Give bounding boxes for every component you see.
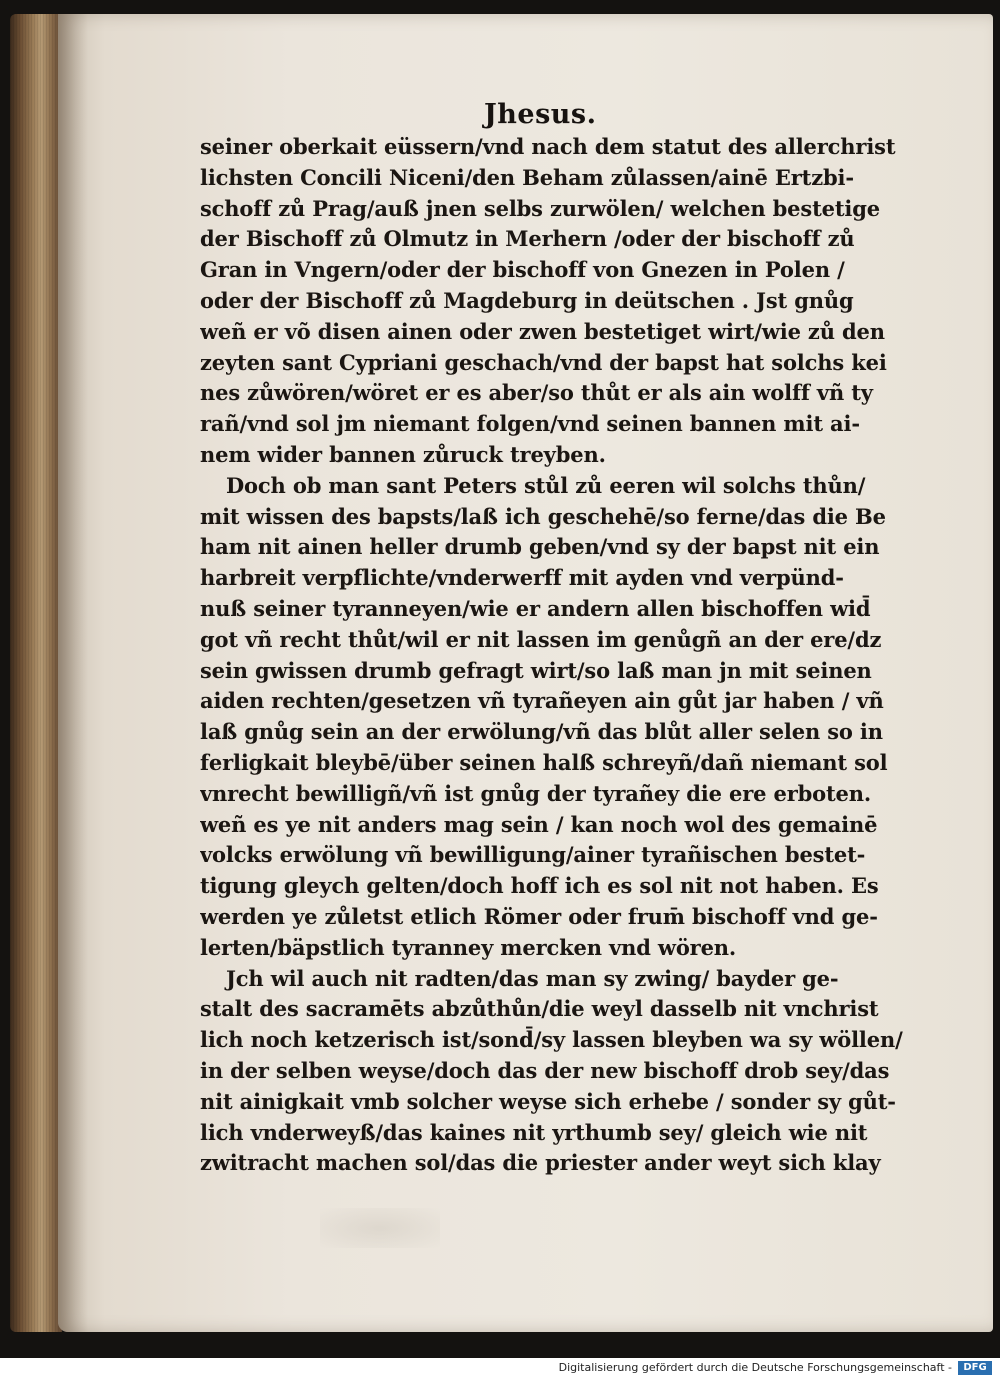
text-line: weñ es ye nit anders mag sein / kan noch wol des gemainē (200, 811, 878, 837)
text-line: Doch ob man sant Peters stůl zů eeren wil solchs thůn/ (226, 472, 866, 498)
text-line: vnrecht bewilligñ/vñ ist gnůg der tyrañey die ere erboten. (200, 780, 872, 806)
dfg-credit: Digitalisierung gefördert durch die Deutsche Forschungsgemeinschaft - (558, 1361, 952, 1374)
text-line: got vñ recht thůt/wil er nit lassen im genůgñ an der ere/dz (200, 626, 882, 652)
text-line: nem wider bannen zůruck treyben. (200, 441, 606, 467)
text-line: laß gnůg sein an der erwölung/vñ das blůt aller selen so in (200, 719, 883, 745)
text-line: sein gwissen drumb gefragt wirt/so laß man jn mit seinen (200, 657, 872, 683)
text-line: schoff zů Prag/auß jnen selbs zurwölen/ welchen bestetige (200, 195, 880, 221)
text-line: ferligkait bleybē/über seinen halß schreyñ/dañ niemant sol (200, 749, 888, 775)
text-line: ham nit ainen heller drumb geben/vnd sy der bapst nit ein (200, 534, 880, 560)
text-line: zeyten sant Cypriani geschach/vnd der bapst hat solchs kei (200, 349, 887, 375)
text-line: aiden rechten/gesetzen vñ tyrañeyen ain gůt jar haben / vñ (200, 688, 884, 714)
text-line: der Bischoff zů Olmutz in Merhern /oder der bischoff zů (200, 226, 855, 252)
text-line: volcks erwölung vñ bewilligung/ainer tyrañischen bestet- (200, 842, 866, 868)
text-line: rañ/vnd sol jm niemant folgen/vnd seinen bannen mit ai- (200, 411, 860, 437)
book-edge (10, 14, 62, 1332)
text-line: harbreit verpflichte/vnderwerff mit ayden vnd verpünd- (200, 565, 844, 591)
text-line: Jch wil auch nit radten/das man sy zwing/ bayder ge- (226, 965, 839, 991)
text-line: in der selben weyse/doch das der new bischoff drob sey/das (200, 1057, 890, 1083)
text-line: seiner oberkait eüssern/vnd nach dem statut des allerchrist (200, 134, 896, 159)
text-line: nit ainigkait vmb solcher weyse sich erhebe / sonder sy gůt- (200, 1088, 896, 1114)
text-line: lichsten Concili Niceni/den Beham zůlassen/ainē Ertzbi- (200, 164, 854, 190)
text-line: zwitracht machen sol/das die priester ander weyt sich klay (200, 1150, 881, 1176)
dfg-logo: DFG (958, 1361, 992, 1375)
running-head: Jhesus. (484, 99, 597, 130)
text-line: werden ye zůletst etlich Römer oder frum̄ bischoff vnd ge- (200, 903, 878, 929)
text-line: lich noch ketzerisch ist/sond̄/sy lassen bleyben wa sy wöllen/ (200, 1027, 903, 1053)
ink-smudge (320, 1208, 440, 1248)
text-line: nuß seiner tyranneyen/wie er andern allen bischoffen wid̄ (200, 595, 871, 621)
text-line: oder der Bischoff zů Magdeburg in deütschen . Jst gnůg (200, 287, 854, 313)
text-block (200, 132, 958, 1179)
text-line: Gran in Vngern/oder der bischoff von Gnezen in Polen / (200, 257, 845, 283)
footer-bar (0, 1358, 1000, 1378)
text-line: lich vnderweyß/das kaines nit yrthumb sey/ gleich wie nit (200, 1119, 868, 1145)
text-line: stalt des sacramēts abzůthůn/die weyl dasselb nit vnchrist (200, 996, 879, 1022)
text-line: nes zůwören/wöret er es aber/so thůt er als ain wolff vñ ty (200, 380, 873, 406)
text-line: tigung gleych gelten/doch hoff ich es sol nit not haben. Es (200, 873, 879, 899)
text-line: weñ er võ disen ainen oder zwen bestetiget wirt/wie zů den (200, 318, 885, 344)
text-line: lerten/bäpstlich tyranney mercken vnd wören. (200, 934, 737, 960)
text-line: mit wissen des bapsts/laß ich geschehē/so ferne/das die Be (200, 503, 886, 529)
